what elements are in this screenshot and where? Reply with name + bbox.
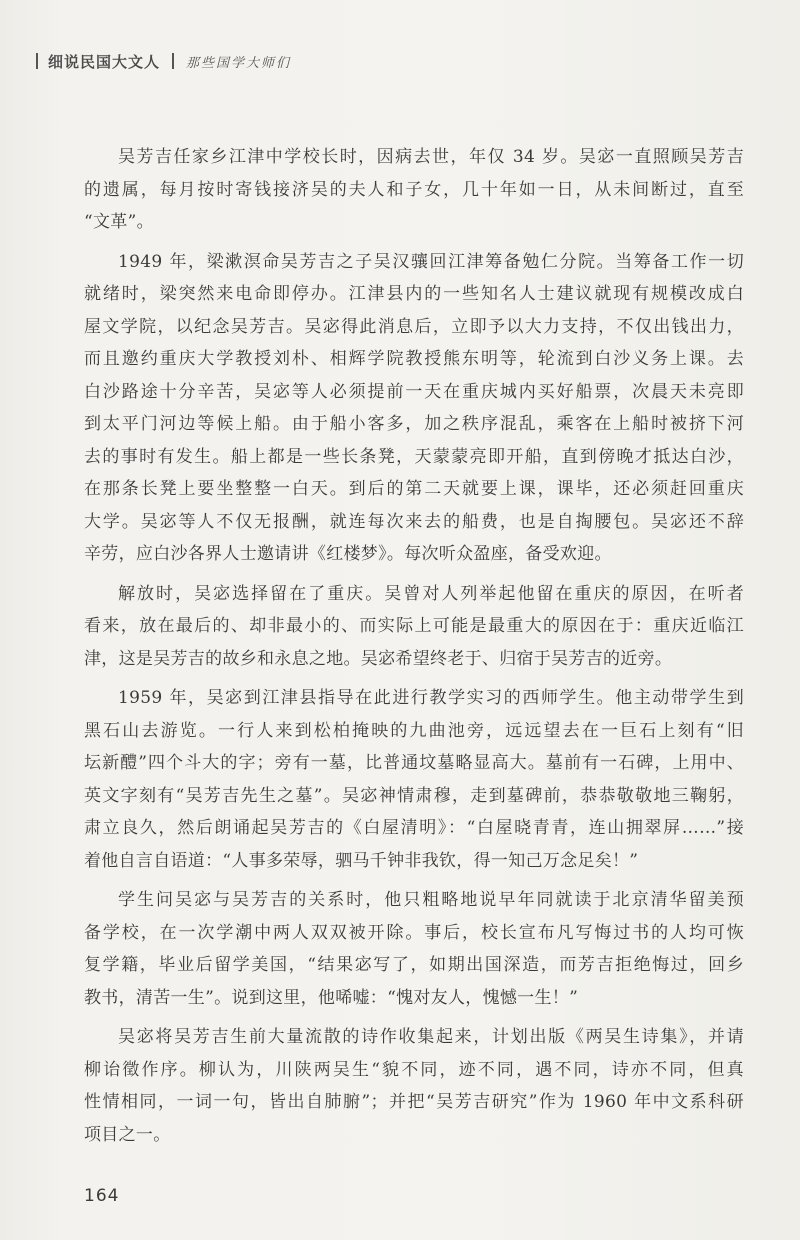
text-line: 到太平门河边等候上船。由于船小客多，加之秩序混乱，乘客在上船时被挤下河	[84, 414, 744, 434]
book-title: 细说民国大文人	[48, 52, 161, 71]
text-line: 吴宓将吴芳吉生前大量流散的诗作收集起来，计划出版《两吴生诗集》，并请	[118, 1027, 744, 1047]
text-line: 辛劳，应白沙各界人士邀请讲《红楼梦》。每次听众盈座，备受欢迎。	[84, 544, 612, 564]
text-line: 柳诒徵作序。柳认为，川陕两吴生“貌不同，迹不同，遇不同，诗亦不同，但真	[84, 1059, 744, 1080]
paragraph	[84, 141, 744, 239]
paragraph-gap	[84, 571, 744, 578]
text-line: 教书，清苦一生”。说到这里，他唏嘘：“愧对友人，愧憾一生！”	[84, 987, 579, 1008]
text-line: 而且邀约重庆大学教授刘朴、相辉学院教授熊东明等，轮流到白沙义务上课。去	[84, 349, 744, 369]
text-line: 备学校，在一次学潮中两人双双被开除。事后，校长宣布凡写悔过书的人均可恢	[84, 922, 744, 943]
paragraph	[84, 578, 744, 676]
page-number: 164	[84, 1186, 120, 1206]
paragraph	[84, 1021, 744, 1151]
running-header	[36, 50, 291, 72]
text-line: 坛新醴”四个斗大的字；旁有一墓，比普通坟墓略显高大。墓前有一石碑，上用中、	[84, 753, 744, 773]
text-line: 津，这是吴芳吉的故乡和永息之地。吴宓希望终老于、归宿于吴芳吉的近旁。	[84, 648, 673, 669]
text-line: 吴芳吉任家乡江津中学校长时，因病去世，年仅 34 岁。吴宓一直照顾吴芳吉	[118, 147, 744, 167]
header-divider	[172, 53, 174, 69]
text-line: 肃立良久，然后朗诵起吴芳吉的《白屋清明》：“白屋晓青青，连山拥翠屏……”接	[84, 818, 744, 838]
paragraph	[84, 682, 744, 877]
text-line: 1959 年，吴宓到江津县指导在此进行教学实习的西师学生。他主动带学生到	[118, 688, 744, 708]
paragraph-gap	[84, 675, 744, 682]
text-line: 英文字刻有“吴芳吉先生之墓”。吴宓神情肃穆，走到墓碑前，恭恭敬敬地三鞠躬，	[84, 785, 744, 806]
paragraph-gap	[84, 239, 744, 246]
text-line: 学生问吴宓与吴芳吉的关系时，他只粗略地说早年同就读于北京清华留美预	[118, 890, 744, 910]
header-divider	[36, 53, 38, 69]
text-line: “文革”。	[84, 212, 154, 232]
text-line: 性情相同，一词一句，皆出自肺腑”；并把“吴芳吉研究”作为 1960 年中文系科研	[84, 1092, 744, 1112]
chapter-title: 那些国学大师们	[186, 55, 292, 71]
text-line: 复学籍，毕业后留学美国，“结果宓写了，如期出国深造，而芳吉拒绝悔过，回乡	[84, 955, 744, 975]
text-line: 黑石山去游览。一行人来到松柏掩映的九曲池旁，远远望去在一巨石上刻有“旧	[84, 720, 744, 741]
text-line: 的遗属，每月按时寄钱接济吴的夫人和子女，几十年如一日，从未间断过，直至	[84, 179, 744, 200]
body-text	[84, 141, 744, 1151]
text-line: 白沙路途十分辛苦，吴宓等人必须提前一天在重庆城内买好船票，次晨天未亮即	[84, 381, 744, 402]
paragraph-gap	[84, 1014, 744, 1021]
text-line: 着他自言自语道：“人事多荣辱，驷马千钟非我钦，得一知己万念足矣！”	[84, 850, 639, 871]
paragraph	[84, 246, 744, 571]
paragraph	[84, 884, 744, 1014]
text-line: 解放时，吴宓选择留在了重庆。吴曾对人列举起他留在重庆的原因，在听者	[118, 583, 744, 604]
text-line: 就绪时，梁突然来电命即停办。江津县内的一些知名人士建议就现有规模改成白	[84, 284, 744, 304]
text-line: 去的事时有发生。船上都是一些长条凳，天蒙蒙亮即开船，直到傍晚才抵达白沙，	[84, 446, 744, 467]
text-line: 1949 年，梁漱溟命吴芳吉之子吴汉骧回江津筹备勉仁分院。当筹备工作一切	[118, 251, 744, 272]
text-line: 看来，放在最后的、却非最小的、而实际上可能是最重大的原因在于：重庆近临江	[84, 616, 744, 636]
text-line: 屋文学院，以纪念吴芳吉。吴宓得此消息后，立即予以大力支持，不仅出钱出力，	[84, 316, 744, 337]
text-line: 大学。吴宓等人不仅无报酬，就连每次来去的船费，也是自掏腰包。吴宓还不辞	[84, 511, 744, 532]
text-line: 在那条长凳上要坐整整一白天。到后的第二天就要上课，课毕，还必须赶回重庆	[84, 479, 744, 499]
paragraph-gap	[84, 877, 744, 884]
text-line: 项目之一。	[84, 1124, 171, 1145]
